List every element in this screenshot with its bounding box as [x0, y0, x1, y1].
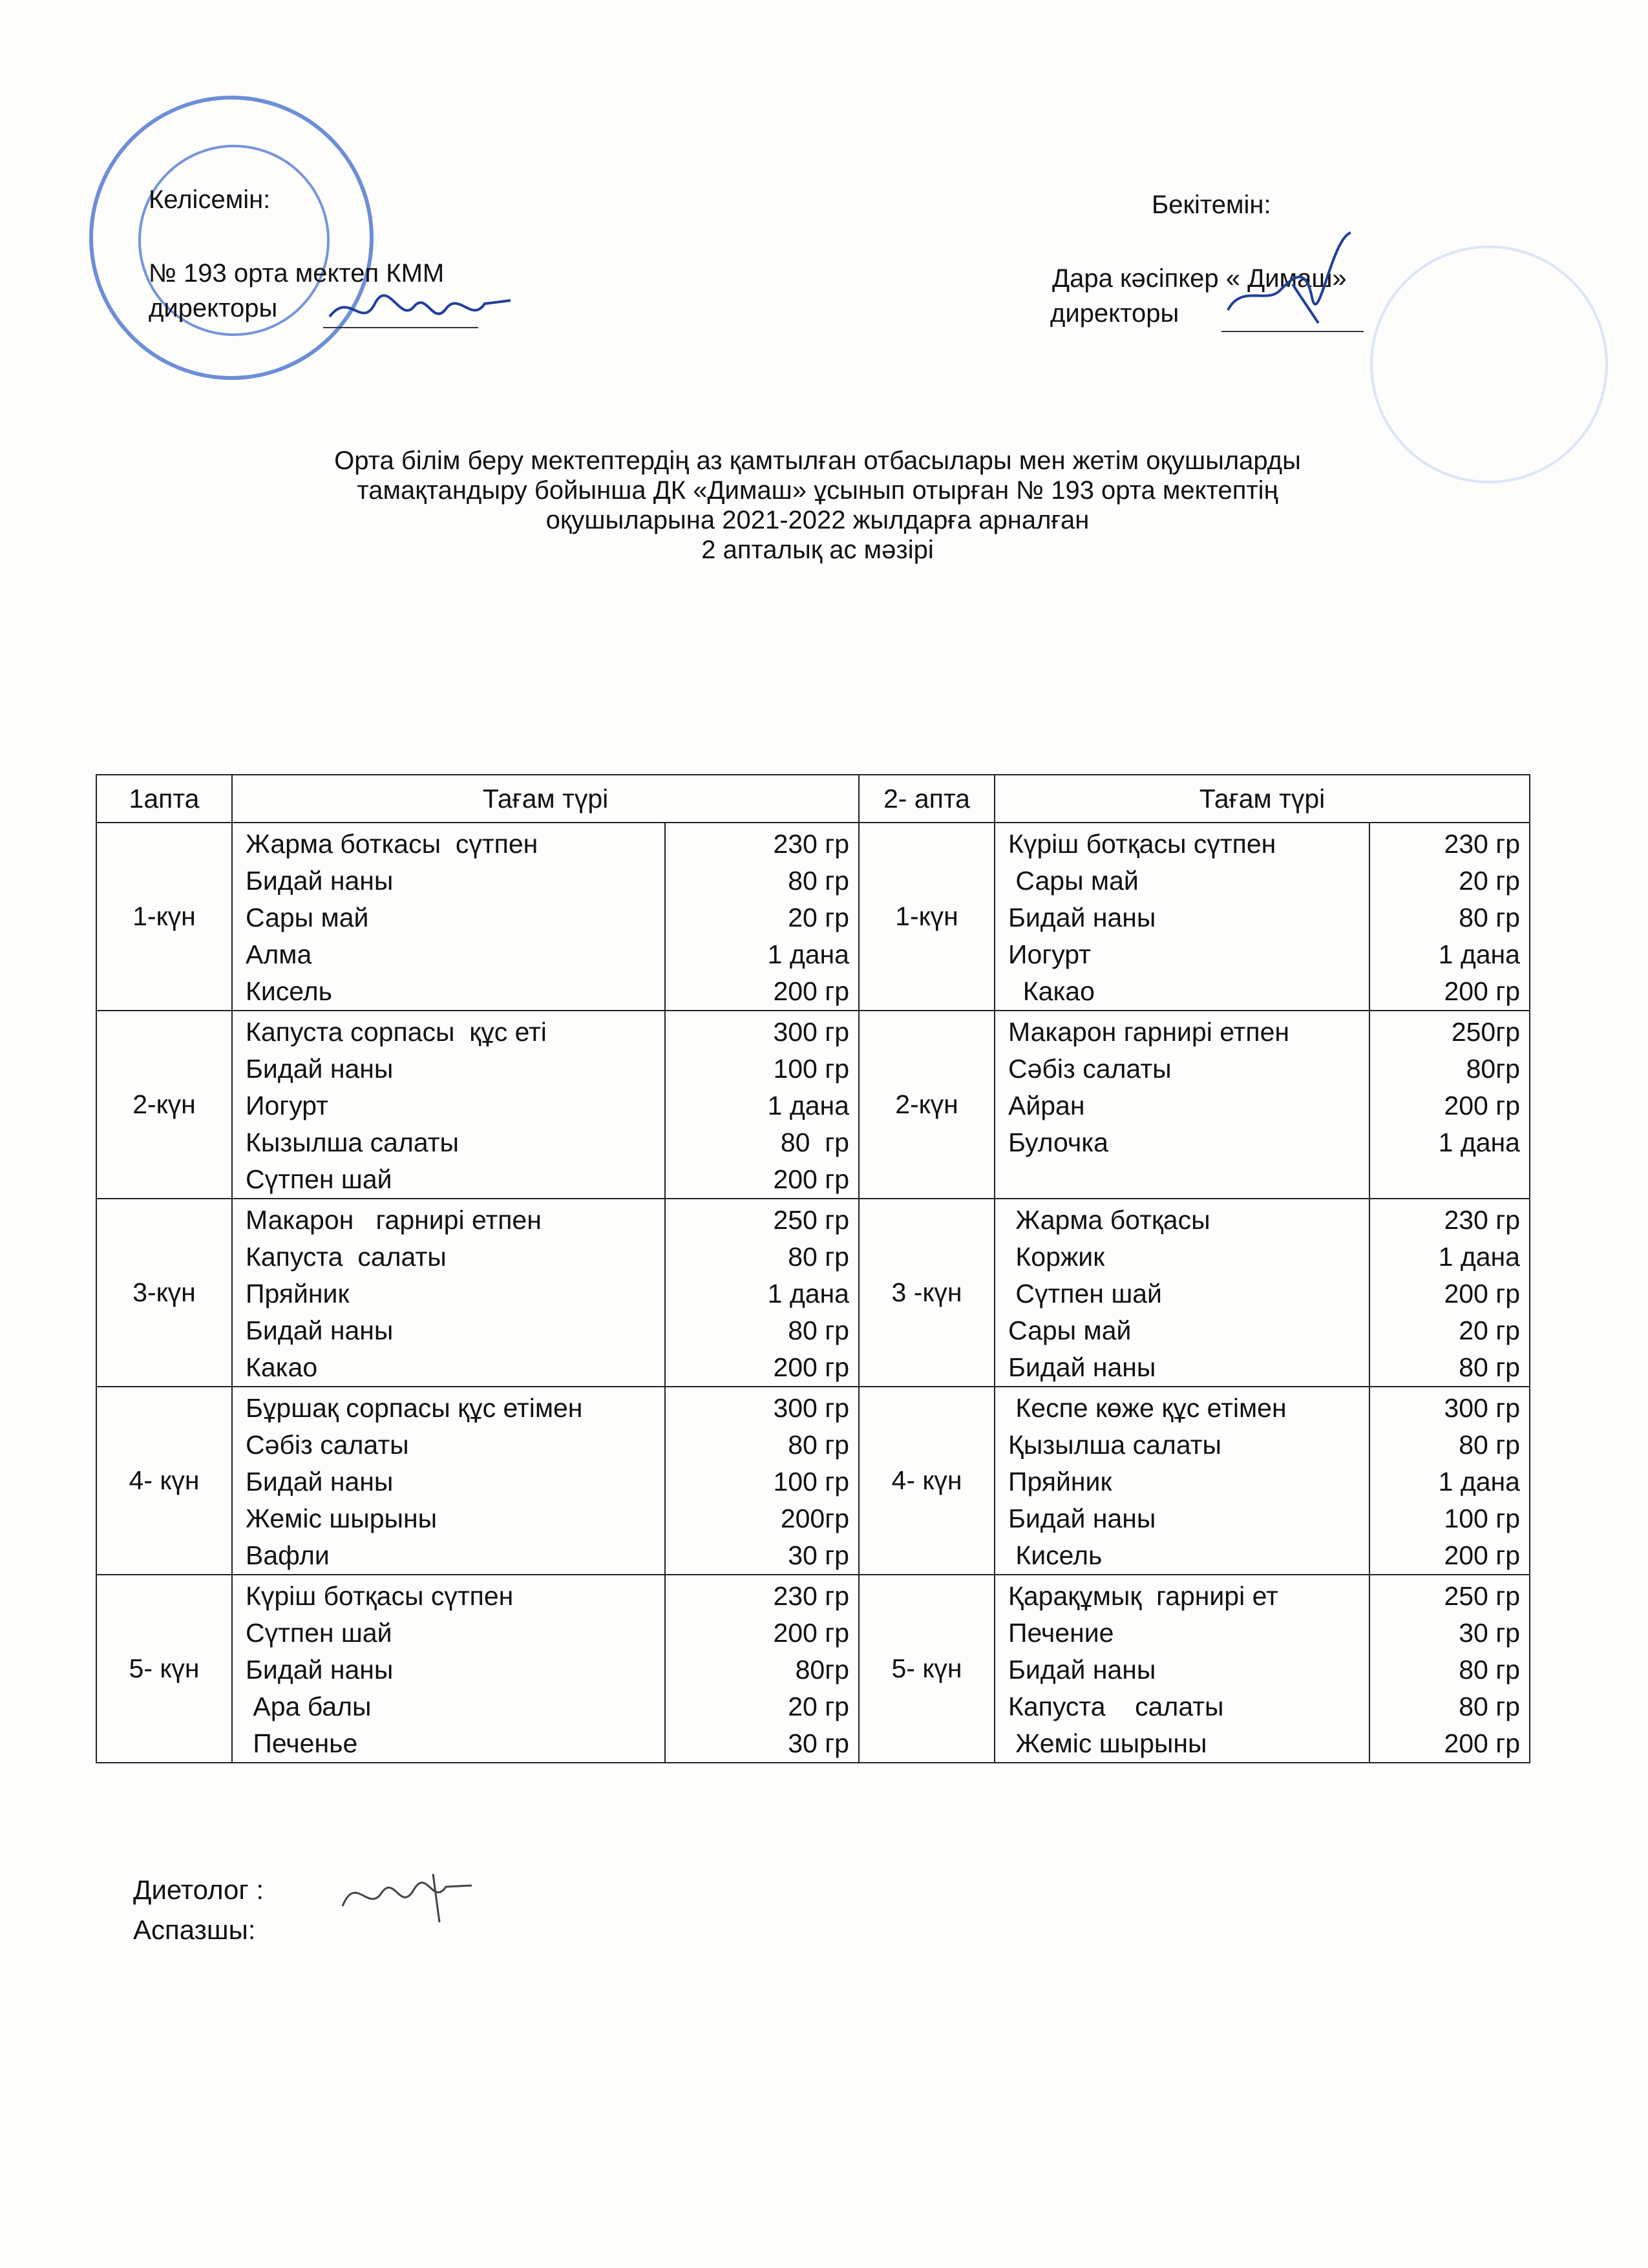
dish-quantity: 100 гр	[773, 1054, 849, 1084]
table-row	[96, 1387, 1530, 1575]
dish-quantity: 1 дана	[1438, 1242, 1520, 1272]
dish-item: Қарақұмық гарнирі ет	[1008, 1581, 1278, 1611]
dish-quantity: 80гр	[795, 1655, 849, 1685]
title-line-1: Орта білім беру мектептердің аз қамтылған отбасылары мен жетім оқушыларды	[334, 446, 1301, 475]
dish-item: Алма	[246, 940, 312, 969]
dish-quantity: 1 дана	[767, 940, 849, 969]
approval-right-label: Бекітемін:	[1152, 191, 1271, 219]
dish-quantity: 300 гр	[773, 1017, 849, 1047]
week1-day-cell: 3-күн	[96, 1199, 232, 1387]
dish-item: Сүтпен шай	[246, 1164, 392, 1194]
dish-quantity: 1 дана	[1438, 1467, 1520, 1496]
dish-quantity: 20 гр	[788, 1692, 849, 1721]
dish-item: Бидай наны	[1008, 1352, 1156, 1382]
dish-item: Сүтпен шай	[246, 1618, 392, 1648]
week1-qty-cell	[665, 1199, 859, 1387]
table-row	[96, 823, 1530, 1011]
approval-left-label: Келісемін:	[149, 185, 271, 214]
header-dish-type-2: Тағам түрі	[995, 775, 1530, 823]
week1-items-cell	[232, 823, 665, 1011]
week1-day-cell: 5- күн	[96, 1575, 232, 1763]
dish-item: Печение	[1008, 1618, 1114, 1648]
week2-items-cell	[995, 1011, 1369, 1199]
week1-qty-cell	[665, 1387, 859, 1575]
dish-item: Бидай наны	[1008, 903, 1156, 932]
dish-quantity: 80 гр	[780, 1128, 849, 1157]
dish-item: Бұршақ сорпасы құс етімен	[246, 1393, 583, 1423]
dish-item: Жарма ботқасы	[1008, 1205, 1210, 1235]
dish-quantity: 200 гр	[1444, 1540, 1520, 1570]
week2-items-cell	[995, 1387, 1369, 1575]
header-dish-type-1: Тағам түрі	[232, 775, 859, 823]
dish-quantity: 300 гр	[773, 1393, 849, 1423]
week2-day-cell: 3 -күн	[859, 1199, 995, 1387]
dish-item: Сәбіз салаты	[1008, 1054, 1172, 1084]
week1-items-cell	[232, 1199, 665, 1387]
dish-quantity: 20 гр	[1459, 866, 1520, 896]
dish-quantity: 80 гр	[788, 1316, 849, 1345]
week2-qty-cell	[1369, 1011, 1530, 1199]
dish-quantity: 30 гр	[788, 1728, 849, 1758]
menu-table	[96, 774, 1530, 1763]
dish-item: Жарма боткасы сүтпен	[246, 829, 538, 859]
dish-quantity: 30 гр	[1459, 1618, 1520, 1648]
dish-item: Макарон гарнирі етпен	[246, 1205, 542, 1235]
dish-quantity: 1 дана	[1438, 1128, 1520, 1157]
week2-day-cell: 5- күн	[859, 1575, 995, 1763]
dish-item: Сәбіз салаты	[246, 1430, 409, 1460]
dish-item: Жеміс шырыны	[1008, 1728, 1207, 1758]
week2-items-cell	[995, 823, 1369, 1011]
week1-day-cell: 2-күн	[96, 1011, 232, 1199]
document-title	[155, 446, 1480, 565]
title-line-4: 2 апталық ас мәзірі	[701, 536, 934, 564]
dish-quantity: 80 гр	[1459, 1655, 1520, 1685]
dish-item: Сары май	[1008, 1316, 1132, 1345]
week1-qty-cell	[665, 823, 859, 1011]
dish-item: Күріш ботқасы сүтпен	[1008, 829, 1276, 859]
dish-quantity: 230 гр	[773, 1581, 849, 1611]
dish-item: Сары май	[1008, 866, 1139, 896]
dish-item: Пряйник	[1008, 1467, 1112, 1496]
approval-right-director: директоры	[1050, 299, 1179, 328]
dish-quantity: 230 гр	[773, 829, 849, 859]
dish-item: Капуста сорпасы құс еті	[246, 1017, 547, 1047]
dish-item: Какао	[246, 1352, 318, 1382]
week2-items-cell	[995, 1199, 1369, 1387]
dish-quantity: 1 дана	[767, 1279, 849, 1308]
dish-quantity: 300 гр	[1444, 1393, 1520, 1423]
dish-quantity: 200 гр	[773, 1164, 849, 1194]
dish-item: Иогурт	[246, 1091, 328, 1120]
footer-dietolog: Диетолог :	[133, 1874, 264, 1905]
title-line-3: оқушыларына 2021-2022 жылдарға арналған	[545, 506, 1090, 534]
dish-item: Печенье	[246, 1728, 358, 1758]
table-row	[96, 1199, 1530, 1387]
week2-items-cell	[995, 1575, 1369, 1763]
week1-day-cell: 4- күн	[96, 1387, 232, 1575]
header-week-1: 1апта	[96, 775, 232, 823]
dish-quantity: 20 гр	[1459, 1316, 1520, 1345]
dish-quantity: 80 гр	[1459, 903, 1520, 932]
week2-day-cell: 2-күн	[859, 1011, 995, 1199]
dish-quantity: 200 гр	[1444, 1728, 1520, 1758]
dish-quantity: 80 гр	[788, 1430, 849, 1460]
dish-quantity: 200 гр	[773, 1352, 849, 1382]
dish-quantity: 30 гр	[788, 1540, 849, 1570]
right-signature	[1215, 226, 1370, 336]
dish-item: Кызылша салаты	[246, 1128, 460, 1157]
dish-quantity: 80гр	[1466, 1054, 1520, 1084]
dish-item: Жеміс шырыны	[246, 1504, 438, 1533]
dish-item: Сүтпен шай	[1008, 1279, 1162, 1308]
dish-item: Бидай наны	[246, 1467, 394, 1496]
dish-item: Сары май	[246, 903, 369, 932]
dish-quantity: 250 гр	[1444, 1581, 1520, 1611]
week2-day-cell: 4- күн	[859, 1387, 995, 1575]
title-line-2: тамақтандыру бойынша ДК «Димаш» ұсынып отырған № 193 орта мектептің	[357, 476, 1278, 505]
dish-quantity: 100 гр	[773, 1467, 849, 1496]
dish-item: Бидай наны	[246, 1316, 394, 1345]
left-signature	[323, 278, 517, 336]
week1-items-cell	[232, 1011, 665, 1199]
dish-item: Кисель	[1008, 1540, 1103, 1570]
dish-quantity: 80 гр	[1459, 1352, 1520, 1382]
dish-item: Капуста салаты	[246, 1242, 447, 1272]
dish-quantity: 250 гр	[773, 1205, 849, 1235]
dish-item: Бидай наны	[246, 866, 394, 896]
dish-item: Бидай наны	[1008, 1504, 1156, 1533]
dish-quantity: 200 гр	[1444, 1091, 1520, 1120]
footer-aspazshy: Аспазшы:	[133, 1915, 256, 1945]
dish-item: Капуста салаты	[1008, 1692, 1224, 1721]
dish-quantity: 200 гр	[773, 1618, 849, 1648]
dish-quantity: 20 гр	[788, 903, 849, 932]
dish-quantity: 80 гр	[788, 866, 849, 896]
dish-item: Кисель	[246, 976, 333, 1006]
dish-item: Ара балы	[246, 1692, 372, 1721]
dish-quantity: 1 дана	[767, 1091, 849, 1120]
table-header-row	[96, 775, 1530, 823]
dish-item: Вафли	[246, 1540, 330, 1570]
dish-item: Айран	[1008, 1091, 1085, 1120]
dish-quantity: 80 гр	[1459, 1430, 1520, 1460]
approval-left-school: № 193 орта мектеп КММ	[149, 259, 445, 288]
dish-item: Күріш ботқасы сүтпен	[246, 1581, 514, 1611]
week1-qty-cell	[665, 1011, 859, 1199]
dish-quantity: 1 дана	[1438, 940, 1520, 969]
header-week-2: 2- апта	[859, 775, 995, 823]
dish-item: Макарон гарнирі етпен	[1008, 1017, 1290, 1047]
dish-quantity: 230 гр	[1444, 829, 1520, 859]
approval-right-company: Дара кәсіпкер « Димаш»	[1052, 264, 1347, 293]
dish-item: Булочка	[1008, 1128, 1108, 1157]
dish-item: Бидай наны	[246, 1054, 394, 1084]
dish-item: Бидай наны	[246, 1655, 394, 1685]
dish-item: Какао	[1008, 976, 1095, 1006]
dish-quantity: 250гр	[1451, 1017, 1520, 1047]
dish-item: Иогурт	[1008, 940, 1091, 969]
dish-quantity: 80 гр	[1459, 1692, 1520, 1721]
dish-item: Пряйник	[246, 1279, 350, 1308]
week2-qty-cell	[1369, 1199, 1530, 1387]
dish-item: Кеспе көже құс етімен	[1008, 1393, 1287, 1423]
dish-item: Бидай наны	[1008, 1655, 1156, 1685]
week2-qty-cell	[1369, 823, 1530, 1011]
dish-item: Қызылша салаты	[1008, 1430, 1222, 1460]
dish-quantity: 200 гр	[1444, 976, 1520, 1006]
dish-quantity: 200 гр	[773, 976, 849, 1006]
week1-day-cell: 1-күн	[96, 823, 232, 1011]
week1-items-cell	[232, 1387, 665, 1575]
week2-qty-cell	[1369, 1575, 1530, 1763]
table-row	[96, 1575, 1530, 1763]
dish-item: Коржик	[1008, 1242, 1105, 1272]
dish-quantity: 200гр	[780, 1504, 849, 1533]
week2-day-cell: 1-күн	[859, 823, 995, 1011]
dish-quantity: 200 гр	[1444, 1279, 1520, 1308]
dish-quantity: 100 гр	[1444, 1504, 1520, 1533]
week1-items-cell	[232, 1575, 665, 1763]
table-row	[96, 1011, 1530, 1199]
dietolog-signature	[336, 1867, 478, 1926]
week1-qty-cell	[665, 1575, 859, 1763]
week2-qty-cell	[1369, 1387, 1530, 1575]
approval-left-director: директоры	[149, 294, 278, 322]
school-stamp	[89, 96, 374, 380]
dish-quantity: 230 гр	[1444, 1205, 1520, 1235]
dish-quantity: 80 гр	[788, 1242, 849, 1272]
